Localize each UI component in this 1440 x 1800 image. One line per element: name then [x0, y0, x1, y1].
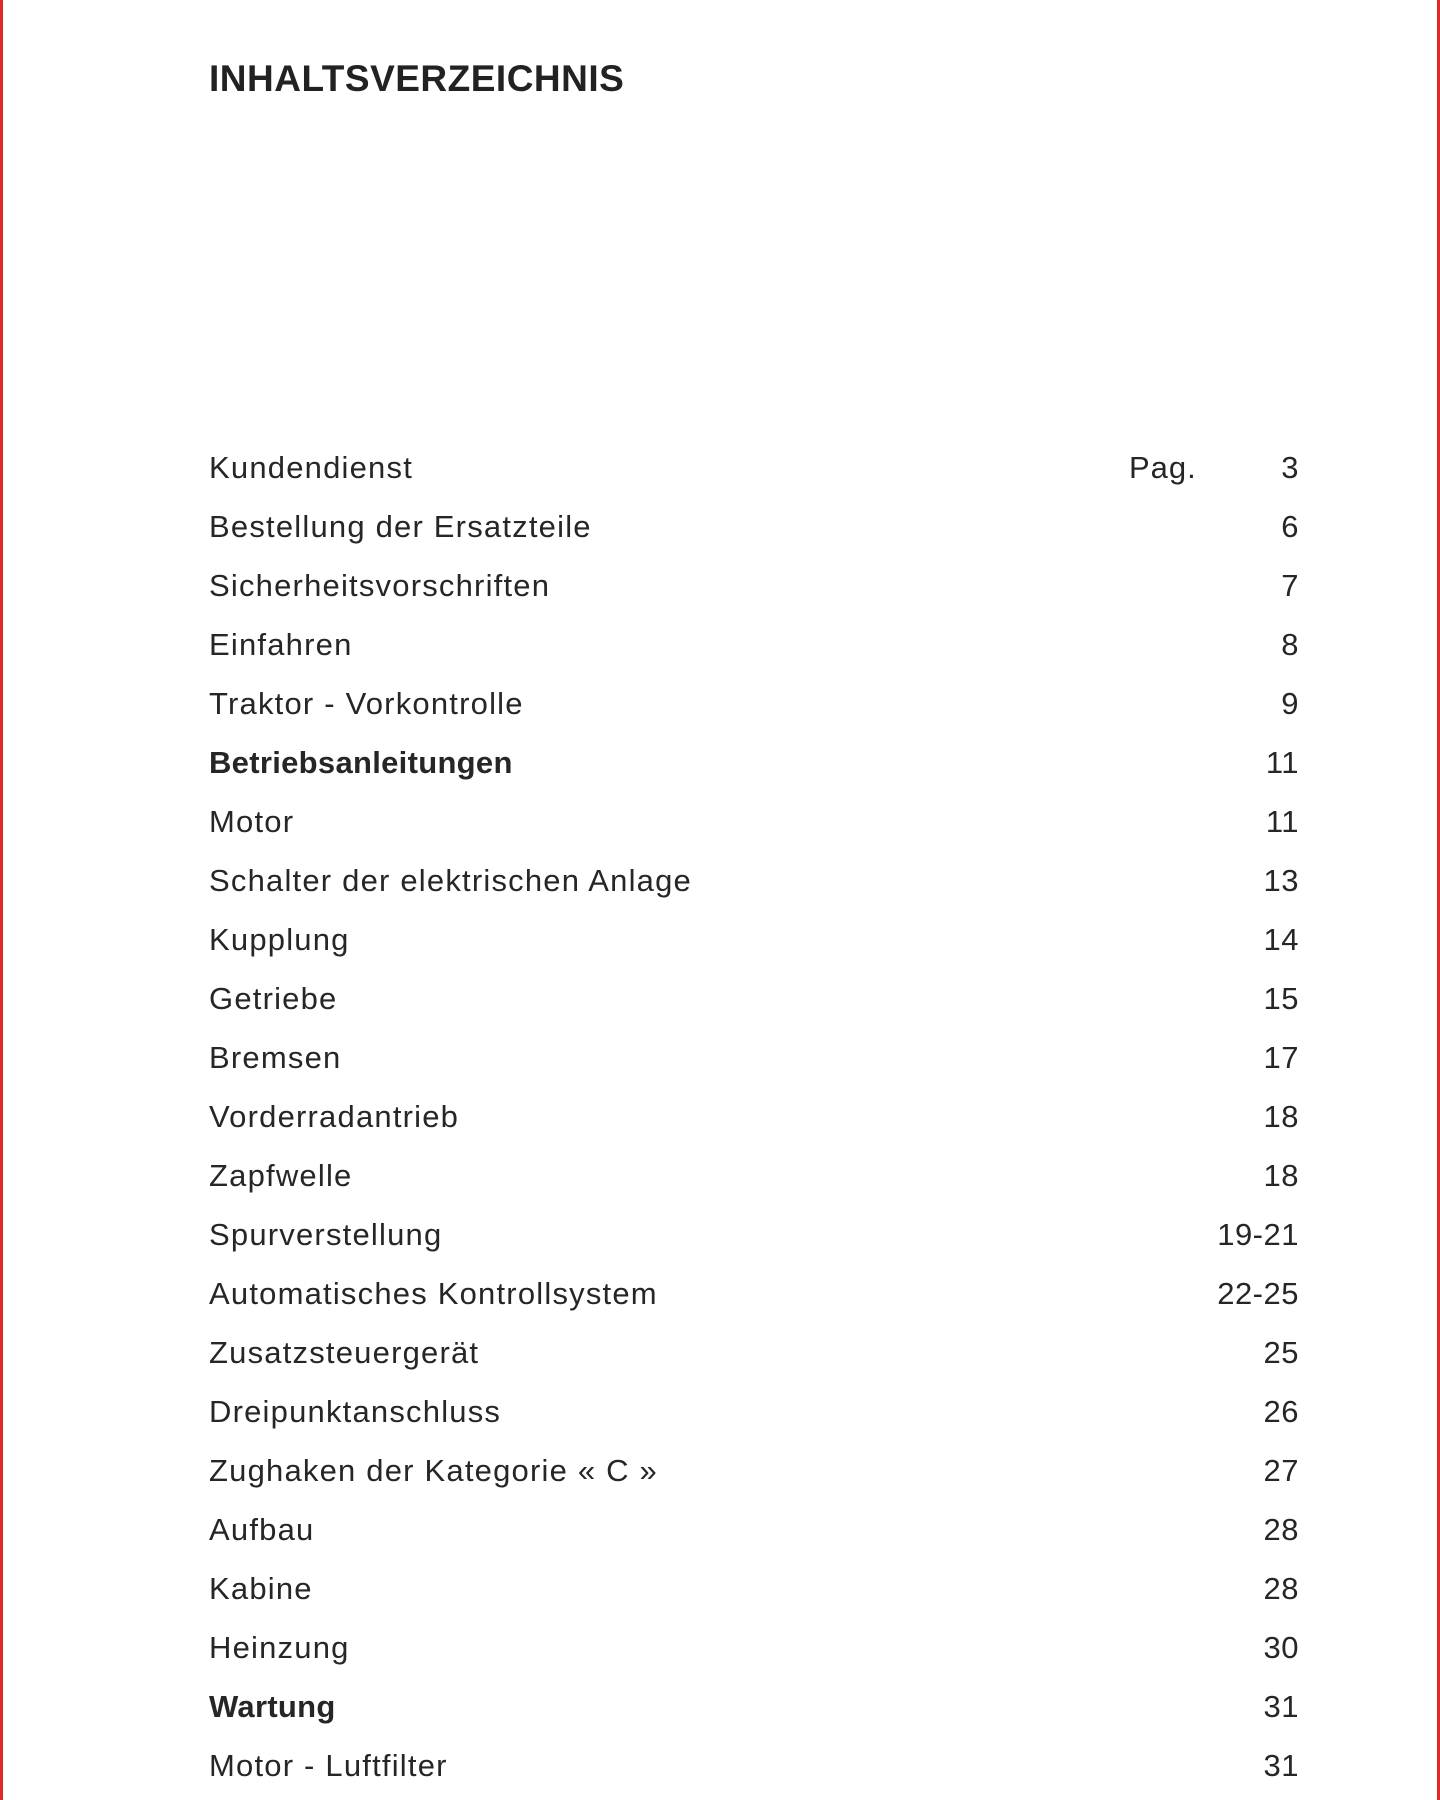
toc-row	[209, 1148, 1299, 1207]
toc-page-number: 7	[1281, 568, 1299, 603]
toc-page-number: 31	[1263, 1689, 1299, 1724]
toc-entry-title: Bestellung der Ersatzteile	[209, 509, 592, 544]
toc-page-number: 27	[1263, 1453, 1299, 1488]
toc-page-number: 19-21	[1217, 1217, 1299, 1252]
toc-page-number: 9	[1281, 686, 1299, 721]
toc-row	[209, 1089, 1299, 1148]
toc-entry-title: Vorderradantrieb	[209, 1099, 460, 1134]
toc-entry-title: Schalter der elektrischen Anlage	[209, 863, 692, 898]
toc-row	[209, 558, 1299, 617]
toc-page-number: 14	[1263, 922, 1299, 957]
toc-section-heading: Wartung	[209, 1689, 336, 1724]
toc-page-number: 3	[1281, 450, 1299, 485]
toc-entry-title: Dreipunktanschluss	[209, 1394, 502, 1429]
toc-row	[209, 1561, 1299, 1620]
toc-row	[209, 1738, 1299, 1797]
toc-row	[209, 912, 1299, 971]
toc-row	[209, 853, 1299, 912]
toc-row	[209, 1443, 1299, 1502]
toc-entry-title: Traktor - Vorkontrolle	[209, 686, 524, 721]
toc-section-heading: Betriebsanleitungen	[209, 745, 513, 780]
toc-entry-title: Kabine	[209, 1571, 313, 1606]
toc-page-number: 28	[1263, 1512, 1299, 1547]
toc-page-number: 6	[1281, 509, 1299, 544]
table-of-contents	[209, 440, 1299, 1797]
toc-entry-title: Automatisches Kontrollsystem	[209, 1276, 658, 1311]
toc-row	[209, 1207, 1299, 1266]
toc-row	[209, 1620, 1299, 1679]
toc-row	[209, 617, 1299, 676]
toc-page-number: 8	[1281, 627, 1299, 662]
toc-page-number: 31	[1263, 1748, 1299, 1783]
toc-page-number: 18	[1263, 1158, 1299, 1193]
toc-row	[209, 1502, 1299, 1561]
toc-entry-title: Zughaken der Kategorie « C »	[209, 1453, 658, 1488]
toc-row	[209, 794, 1299, 853]
toc-entry-title: Zapfwelle	[209, 1158, 353, 1193]
toc-entry-title: Bremsen	[209, 1040, 342, 1075]
toc-entry-title: Aufbau	[209, 1512, 315, 1547]
toc-entry-title: Zusatzsteuergerät	[209, 1335, 480, 1370]
toc-page-number: 28	[1263, 1571, 1299, 1606]
toc-page-number: 26	[1263, 1394, 1299, 1429]
toc-row	[209, 1325, 1299, 1384]
toc-page-number: 25	[1263, 1335, 1299, 1370]
toc-entry-title: Heinzung	[209, 1630, 350, 1665]
toc-entry-title: Einfahren	[209, 627, 353, 662]
page-title: INHALTSVERZEICHNIS	[209, 58, 625, 99]
toc-entry-title: Getriebe	[209, 981, 338, 1016]
toc-row	[209, 676, 1299, 735]
toc-page-number: 11	[1265, 804, 1299, 839]
toc-entry-title: Kundendienst	[209, 450, 414, 485]
toc-row	[209, 1679, 1299, 1738]
toc-row	[209, 735, 1299, 794]
toc-page-number: 11	[1265, 745, 1299, 780]
toc-page-number: 30	[1263, 1630, 1299, 1665]
toc-entry-title: Motor	[209, 804, 295, 839]
toc-page-number: 18	[1263, 1099, 1299, 1134]
toc-row	[209, 499, 1299, 558]
toc-page-number: 13	[1263, 863, 1299, 898]
toc-entry-title: Sicherheitsvorschriften	[209, 568, 551, 603]
page-label: Pag.	[1129, 450, 1197, 485]
toc-entry-title: Motor - Luftfilter	[209, 1748, 448, 1783]
toc-page-number: 17	[1263, 1040, 1299, 1075]
toc-row	[209, 971, 1299, 1030]
toc-entry-title: Spurverstellung	[209, 1217, 443, 1252]
toc-page-number: 15	[1263, 981, 1299, 1016]
toc-entry-title: Kupplung	[209, 922, 350, 957]
toc-row	[209, 440, 1299, 499]
toc-row	[209, 1266, 1299, 1325]
toc-page-number: 22-25	[1217, 1276, 1299, 1311]
toc-row	[209, 1030, 1299, 1089]
toc-row	[209, 1384, 1299, 1443]
